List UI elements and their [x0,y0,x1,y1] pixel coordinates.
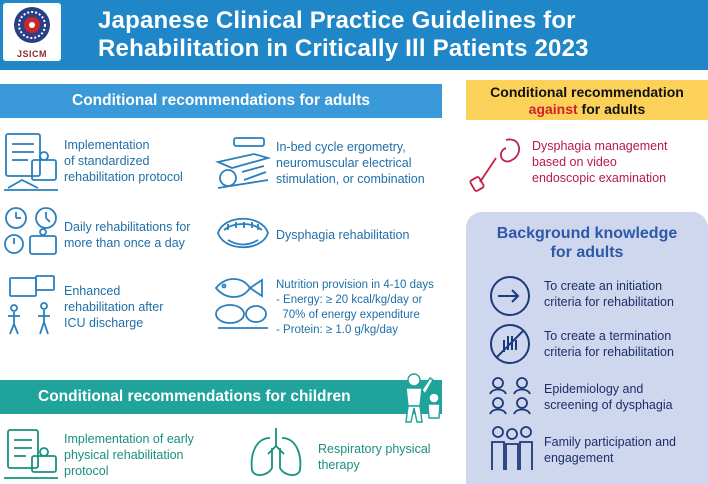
background-item-epidemiology-line-1: Epidemiology and [544,382,644,396]
logo-text: JSICM [16,49,47,59]
title-line-1: Japanese Clinical Practice Guidelines for [98,7,576,34]
background-item-initiation [544,278,674,310]
adult-item-protocol-line-3: rehabilitation protocol [64,170,183,184]
start-arrow-icon [488,274,532,318]
post-icu-rehab-icon [2,272,60,336]
stop-hand-icon [488,322,532,366]
child-item-protocol-line-3: protocol [64,464,109,478]
against-heading [466,80,708,120]
background-item-initiation-line-1: To create an initiation [544,279,663,293]
people-talking-icon [488,374,534,416]
children-heading: Conditional recommendations for children [0,380,442,414]
title-line-2: Rehabilitation in Critically Ill Patients 2023 [98,35,589,62]
adult-item-protocol-line-2: of standardized [64,154,150,168]
adult-item-daily-line-2: more than once a day [64,236,185,250]
background-item-initiation-line-2: criteria for rehabilitation [544,295,674,309]
adult-item-bed-cycle-line-2: neuromuscular electrical [276,156,412,170]
against-item-line-1: Dysphagia management [532,139,668,153]
protocol-clipboard-icon [2,130,60,194]
against-item-endoscopy [532,138,668,186]
against-heading-rest: for adults [577,101,646,117]
adult-item-bed-cycle-line-1: In-bed cycle ergometry, [276,140,406,154]
background-title-line-2: for adults [550,244,624,261]
adult-item-post-icu-line-3: ICU discharge [64,316,144,330]
child-item-protocol [64,431,194,479]
background-item-epidemiology [544,381,673,413]
against-heading-line-1: Conditional recommendation [490,84,684,100]
adult-item-protocol [64,137,183,185]
background-knowledge-title [466,224,708,262]
adult-item-post-icu [64,283,163,331]
adult-item-post-icu-line-1: Enhanced [64,284,121,298]
adult-item-nutrition-line-2: - Energy: ≥ 20 kcal/kg/day or [276,294,423,306]
food-icon [212,270,272,332]
clocks-icon [2,206,60,260]
against-word: against [528,101,578,117]
child-protocol-icon [2,424,60,482]
background-item-family-line-2: engagement [544,451,614,465]
adult-item-daily-line-1: Daily rehabilitations for [64,220,191,234]
adult-item-nutrition [276,278,434,338]
page-title [98,7,698,63]
adult-item-nutrition-line-1: Nutrition provision in 4-10 days [276,279,434,291]
against-item-line-2: based on video [532,155,617,169]
lungs-icon [246,424,306,480]
adult-item-bed-cycle-line-3: stimulation, or combination [276,172,425,186]
adult-item-dysphagia-rehab-line-1: Dysphagia rehabilitation [276,228,410,242]
child-item-respiratory-line-2: therapy [318,458,360,472]
background-title-line-1: Background knowledge [496,225,678,242]
children-icon [398,372,446,424]
background-item-termination [544,328,674,360]
background-item-termination-line-1: To create a termination [544,329,672,343]
background-item-termination-line-2: criteria for rehabilitation [544,345,674,359]
adult-item-post-icu-line-2: rehabilitation after [64,300,164,314]
background-item-epidemiology-line-2: screening of dysphagia [544,398,673,412]
child-item-protocol-line-1: Implementation of early [64,432,194,446]
adult-item-dysphagia-rehab [276,227,409,243]
child-item-respiratory [318,441,431,473]
background-item-family [544,434,676,466]
mouth-icon [214,208,272,258]
family-icon [488,424,536,472]
child-item-respiratory-line-1: Respiratory physical [318,442,431,456]
adults-heading: Conditional recommendations for adults [0,84,442,118]
bed-cycle-icon [214,132,272,192]
endoscope-icon [466,134,526,192]
adult-item-protocol-line-1: Implementation [64,138,150,152]
against-heading-line-2 [466,101,708,118]
adult-item-daily [64,219,190,251]
header-banner [0,0,708,70]
adult-item-nutrition-line-3: 70% of energy expenditure [276,309,420,321]
jsicm-logo [3,3,61,61]
background-item-family-line-1: Family participation and [544,435,677,449]
adult-item-nutrition-line-4: - Protein: ≥ 1.0 g/kg/day [276,324,399,336]
adult-item-bed-cycle [276,139,425,187]
child-item-protocol-line-2: physical rehabilitation [64,448,184,462]
against-item-line-3: endoscopic examination [532,171,667,185]
